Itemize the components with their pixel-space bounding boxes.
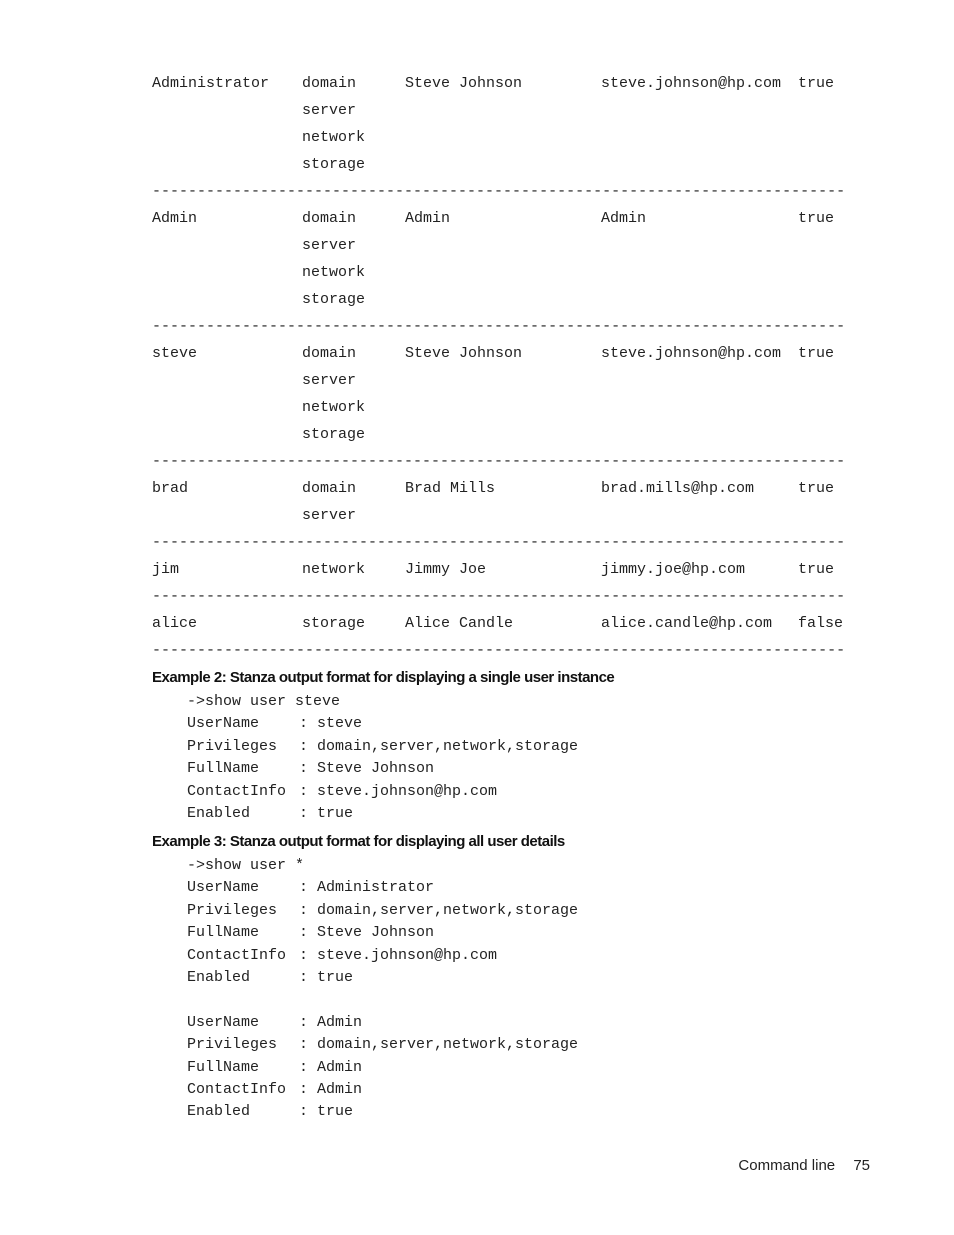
table-line [152, 421, 864, 448]
table-line [152, 151, 864, 178]
enabled-cell: true [798, 345, 835, 362]
row-separator: ----------------------------------------------------------------------------- [152, 453, 846, 470]
table-line [152, 205, 864, 232]
page-footer [738, 1157, 870, 1174]
enabled-cell: true [798, 480, 835, 497]
privilege-cell: storage [302, 291, 366, 308]
field-colon: : [299, 924, 318, 942]
stanza-field [187, 758, 578, 780]
field-key: ContactInfo [187, 1080, 287, 1098]
privilege-cell: storage [302, 156, 366, 173]
field-value: Administrator [317, 879, 435, 897]
field-colon: : [299, 737, 318, 755]
row-separator: ----------------------------------------------------------------------------- [152, 588, 846, 605]
field-colon: : [299, 968, 318, 986]
page-number: 75 [853, 1157, 870, 1174]
field-value: steve [317, 715, 363, 733]
stanza-field [187, 781, 578, 803]
field-value: Admin [317, 1013, 363, 1031]
privilege-cell: domain [302, 480, 357, 497]
table-row [152, 610, 864, 637]
privilege-cell: domain [302, 210, 357, 227]
table-line [152, 124, 864, 151]
privilege-cell: server [302, 372, 357, 389]
stanza-field [187, 1079, 578, 1101]
stanza-field [187, 1034, 578, 1056]
field-colon: : [299, 1058, 318, 1076]
enabled-cell: true [798, 561, 835, 578]
field-value: Steve Johnson [317, 924, 435, 942]
stanza-field [187, 967, 578, 989]
field-key: Privileges [187, 901, 278, 919]
privilege-cell: storage [302, 615, 366, 632]
footer-section-title: Command line [738, 1157, 836, 1174]
contact-cell: Admin [601, 210, 647, 227]
username-cell: steve [152, 345, 198, 362]
table-row [152, 205, 864, 313]
example-3-heading: Example 3: Stanza output format for displaying all user details [152, 833, 565, 850]
fullname-cell: Jimmy Joe [405, 561, 487, 578]
field-colon: : [299, 1103, 318, 1121]
field-colon: : [299, 946, 318, 964]
row-separator: ----------------------------------------------------------------------------- [152, 183, 846, 200]
stanza-field [187, 1012, 578, 1034]
stanza-field [187, 900, 578, 922]
fullname-cell: Brad Mills [405, 480, 496, 497]
user-table [152, 70, 864, 664]
field-key: Enabled [187, 1103, 251, 1121]
username-cell: Administrator [152, 75, 270, 92]
table-row [152, 70, 864, 178]
privilege-cell: storage [302, 426, 366, 443]
contact-cell: brad.mills@hp.com [601, 480, 755, 497]
table-line [152, 394, 864, 421]
fullname-cell: Admin [405, 210, 451, 227]
command-line: ->show user steve [187, 693, 341, 710]
example-3-stanza [187, 855, 578, 1124]
field-value: true [317, 804, 354, 822]
row-separator: ----------------------------------------------------------------------------- [152, 534, 846, 551]
username-cell: alice [152, 615, 198, 632]
field-key: FullName [187, 1058, 260, 1076]
stanza-field [187, 1057, 578, 1079]
enabled-cell: true [798, 210, 835, 227]
enabled-cell: true [798, 75, 835, 92]
field-colon: : [299, 901, 318, 919]
contact-cell: alice.candle@hp.com [601, 615, 773, 632]
fullname-cell: Steve Johnson [405, 75, 523, 92]
row-separator: ----------------------------------------------------------------------------- [152, 642, 846, 659]
field-key: ContactInfo [187, 782, 287, 800]
field-value: true [317, 1103, 354, 1121]
field-colon: : [299, 760, 318, 778]
example-2-heading: Example 2: Stanza output format for displaying a single user instance [152, 669, 615, 686]
stanza-field [187, 713, 578, 735]
enabled-cell: false [798, 615, 844, 632]
table-line [152, 70, 864, 97]
table-line [152, 502, 864, 529]
field-key: UserName [187, 715, 260, 733]
privilege-cell: server [302, 102, 357, 119]
field-colon: : [299, 804, 318, 822]
privilege-cell: domain [302, 75, 357, 92]
field-key: UserName [187, 1013, 260, 1031]
username-cell: Admin [152, 210, 198, 227]
field-colon: : [299, 879, 318, 897]
row-separator: ----------------------------------------------------------------------------- [152, 318, 846, 335]
field-value: Steve Johnson [317, 760, 435, 778]
privilege-cell: network [302, 264, 366, 281]
table-line [152, 286, 864, 313]
table-line [152, 556, 864, 583]
privilege-cell: server [302, 237, 357, 254]
command-line: ->show user * [187, 857, 305, 874]
field-value: steve.johnson@hp.com [317, 782, 498, 800]
privilege-cell: domain [302, 345, 357, 362]
field-value: domain,server,network,storage [317, 1036, 579, 1054]
blank-line [187, 989, 578, 1011]
field-value: domain,server,network,storage [317, 901, 579, 919]
field-key: Privileges [187, 737, 278, 755]
fullname-cell: Alice Candle [405, 615, 514, 632]
fullname-cell: Steve Johnson [405, 345, 523, 362]
table-line [152, 232, 864, 259]
field-colon: : [299, 1013, 318, 1031]
field-value: Admin [317, 1080, 363, 1098]
table-row [152, 556, 864, 583]
field-key: Privileges [187, 1036, 278, 1054]
table-line [152, 259, 864, 286]
privilege-cell: network [302, 561, 366, 578]
table-row [152, 475, 864, 529]
username-cell: brad [152, 480, 189, 497]
field-value: domain,server,network,storage [317, 737, 579, 755]
field-colon: : [299, 715, 318, 733]
privilege-cell: server [302, 507, 357, 524]
field-value: true [317, 968, 354, 986]
stanza-field [187, 803, 578, 825]
privilege-cell: network [302, 129, 366, 146]
stanza-field [187, 922, 578, 944]
stanza-field [187, 877, 578, 899]
table-line [152, 97, 864, 124]
contact-cell: steve.johnson@hp.com [601, 75, 782, 92]
table-row [152, 340, 864, 448]
table-line [152, 610, 864, 637]
field-colon: : [299, 1080, 318, 1098]
field-key: ContactInfo [187, 946, 287, 964]
contact-cell: steve.johnson@hp.com [601, 345, 782, 362]
example-2-stanza [187, 691, 578, 825]
stanza-field [187, 736, 578, 758]
field-value: steve.johnson@hp.com [317, 946, 498, 964]
contact-cell: jimmy.joe@hp.com [601, 561, 746, 578]
username-cell: jim [152, 561, 180, 578]
field-key: UserName [187, 879, 260, 897]
stanza-field [187, 945, 578, 967]
field-key: FullName [187, 924, 260, 942]
table-line [152, 340, 864, 367]
field-key: FullName [187, 760, 260, 778]
field-colon: : [299, 782, 318, 800]
table-line [152, 367, 864, 394]
stanza-field [187, 1101, 578, 1123]
field-key: Enabled [187, 804, 251, 822]
table-line [152, 475, 864, 502]
field-colon: : [299, 1036, 318, 1054]
privilege-cell: network [302, 399, 366, 416]
field-key: Enabled [187, 968, 251, 986]
field-value: Admin [317, 1058, 363, 1076]
